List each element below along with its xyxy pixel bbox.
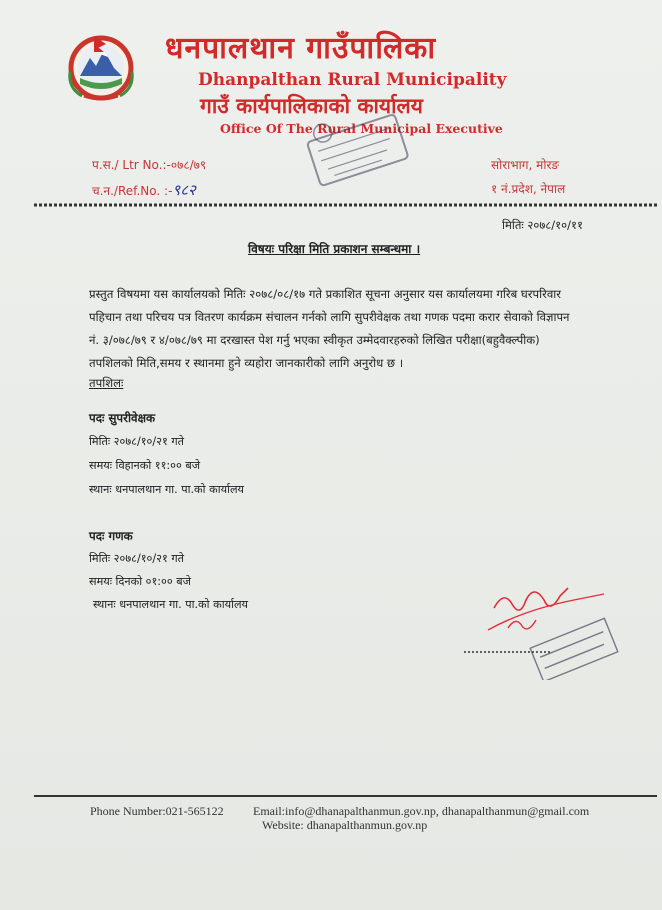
schedule-date: मितिः २०७८/१०/२१ गते (89, 552, 184, 565)
body-line: प्रस्तुत विषयमा यस कार्यालयको मितिः २०७८/०८/१७ गते प्रकाशित सूचना अनुसार यस कार्यालयमा गरिब घरपरिवार (89, 287, 562, 301)
letter-number: प.स./ Ltr No.:-०७८/७९ (92, 158, 207, 172)
office-title-en: Office Of The Rural Municipal Executive (220, 121, 503, 136)
details-heading: तपशिलः (89, 376, 124, 390)
reference-number (92, 180, 196, 200)
header-divider (34, 202, 657, 208)
schedule-date: मितिः २०७८/१०/२१ गते (89, 435, 184, 448)
office-title-np: गाउँ कार्यपालिकाको कार्यालय (200, 94, 423, 118)
body-line: पहिचान तथा परिचय पत्र वितरण कार्यक्रम संचालन गर्नको लागि सुपरीवेक्षक तथा गणक पदमा करार सेवाको विज्ञापन (89, 310, 570, 324)
footer-email: Email:info@dhanapalthanmun.gov.np, dhanapalthanmun@gmail.com (253, 804, 590, 818)
schedule-post: पदः सुपरीवेक्षक (89, 411, 156, 425)
body-line: नं. ३/०७८/७९ र ४/०७८/७९ मा दरखास्त पेश गर्नु भएका स्वीकृत उम्मेदवारहरुको लिखित परीक्षा(बहुवैक्ल्पीक) (89, 333, 540, 347)
schedule-post: पदः गणक (89, 529, 133, 543)
footer-website: Website: dhanapalthanmun.gov.np (262, 818, 428, 832)
body-line: तपशिलको मिति,समय र स्थानमा हुने व्यहोरा जानकारीको लागि अनुरोध छ । (89, 356, 404, 370)
municipality-title-en: Dhanpalthan Rural Municipality (198, 70, 507, 90)
schedule-place: स्थानः धनपालथान गा. पा.को कार्यालय (89, 483, 245, 496)
letter-date: मितिः २०७८/१०/११ (502, 218, 583, 232)
address-line-1: सोराभाग, मोरङ (491, 158, 560, 172)
schedule-time: समयः विहानको ११:०० बजे (89, 459, 201, 472)
address-line-2: १ नं.प्रदेश, नेपाल (491, 182, 566, 196)
officer-signature-icon (464, 570, 624, 680)
municipality-title-np: धनपालथान गाउँपालिका (165, 31, 437, 66)
footer-divider (34, 795, 657, 797)
letter-body (89, 283, 609, 375)
municipality-emblem-icon (62, 28, 140, 102)
schedule-place: स्थानः धनपालथान गा. पा.को कार्यालय (93, 598, 249, 611)
letter-subject: विषयः परिक्षा मिति प्रकाशन सम्बन्धमा । (248, 242, 421, 256)
reference-value: ९८२ (172, 181, 196, 199)
footer-phone: Phone Number:021-565122 (90, 804, 224, 818)
schedule-time: समयः दिनको ०१:०० बजे (89, 575, 191, 588)
reference-label: च.न./Ref.No. :- (92, 184, 173, 198)
office-seal-stamp-icon (298, 105, 418, 197)
